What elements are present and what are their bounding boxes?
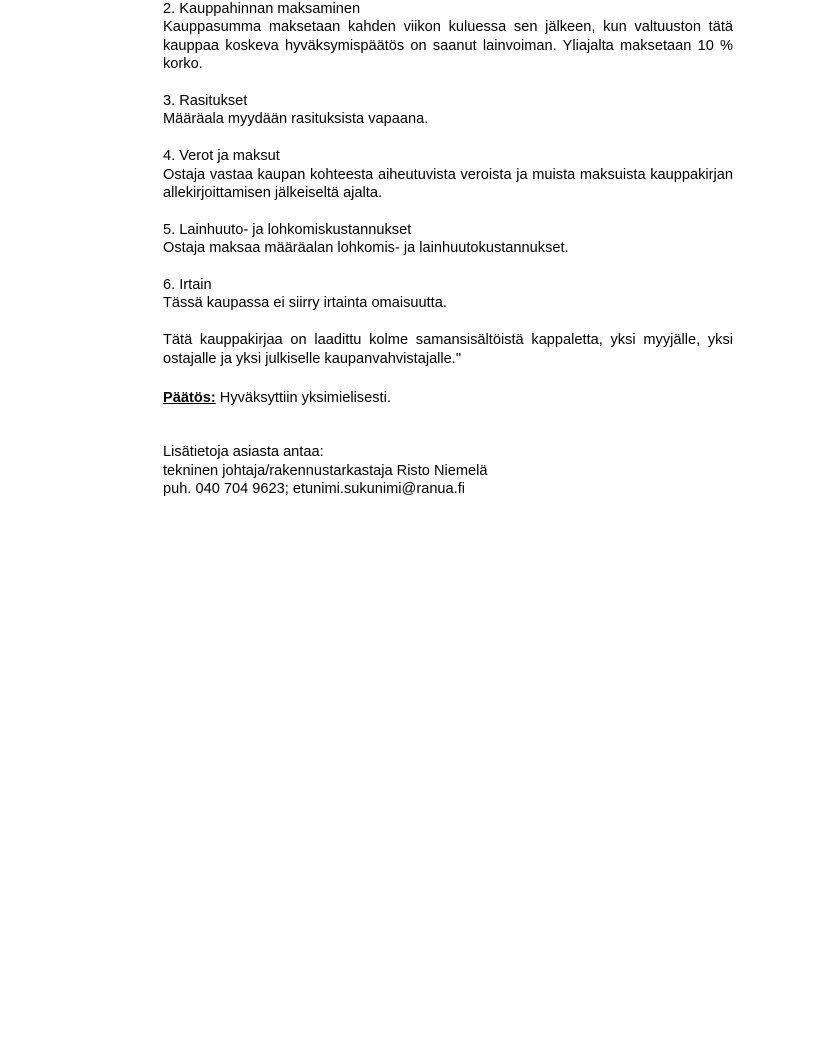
section-heading: 3. Rasitukset [163,93,248,110]
contact-details: puh. 040 704 9623; etunimi.sukunimi@ranua.fi [163,481,466,498]
section-body: Tässä kaupassa ei siirry irtainta omaisuutta. [163,295,447,312]
section-heading: 4. Verot ja maksut [163,148,280,165]
section-body: Ostaja maksaa määräalan lohkomis- ja lainhuutokustannukset. [163,240,569,257]
closing-text: Tätä kauppakirjaa on laadittu kolme samansisältöistä kappaletta, yksi myyjälle, yksi ostajalle ja yksi julkiselle kaupanvahvistajalle." [163,332,733,367]
decision-label: Päätös: [163,390,216,407]
section-encumbrances [163,92,733,129]
section-movables [163,276,733,313]
section-heading: 5. Lainhuuto- ja lohkomiskustannukset [163,221,412,238]
contact-person: tekninen johtaja/rakennustarkastaja Risto Niemelä [163,462,488,479]
section-payment [163,0,733,74]
section-heading: 2. Kauppahinnan maksaminen [163,1,361,17]
decision [163,389,733,407]
section-body: Kauppasumma maksetaan kahden viikon kuluessa sen jälkeen, kun valtuuston tätä kauppaa koskeva hyväksymispäätös on saanut lainvoiman. Yliajalta maksetaan 10 % korko. [163,19,733,73]
section-body: Määräala myydään rasituksista vapaana. [163,111,429,128]
contact-info [163,443,733,498]
closing-paragraph [163,331,733,368]
section-costs [163,221,733,258]
section-heading: 6. Irtain [163,277,212,294]
document-page [163,0,733,499]
section-taxes [163,147,733,202]
contact-intro: Lisätietoja asiasta antaa: [163,444,324,461]
decision-text: Hyväksyttiin yksimielisesti. [215,390,391,407]
section-body: Ostaja vastaa kaupan kohteesta aiheutuvista veroista ja muista maksuista kauppakirjan allekirjoittamisen jälkeiseltä ajalta. [163,166,733,202]
